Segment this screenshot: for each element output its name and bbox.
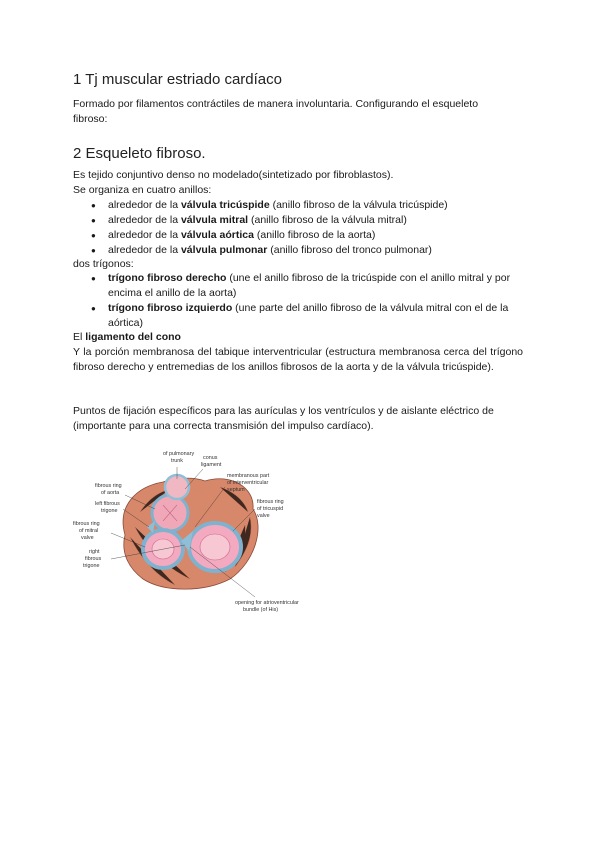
- label-aorta-2: of aorta: [101, 490, 120, 496]
- label-mitral-1: fibrous ring: [73, 521, 100, 527]
- ligament-line: El ligamento del cono: [73, 331, 181, 343]
- label-conus-1: conus: [203, 455, 218, 461]
- section-2-intro: Es tejido conjuntivo denso no modelado(sintetizado por fibroblastos).: [73, 169, 394, 181]
- label-right-trigone-2: fibrous: [85, 556, 102, 562]
- label-pulmonary-1: of pulmonary: [163, 451, 195, 457]
- list-item-ring-mitral: ● alrededor de la válvula mitral (anillo fibroso de la válvula mitral): [73, 213, 523, 228]
- fibrous-skeleton-figure: [55, 447, 355, 617]
- label-pulmonary-2: trunk: [171, 458, 183, 464]
- label-tricuspid-1: fibrous ring: [257, 499, 284, 505]
- list-item-ring-aortic: ● alrededor de la válvula aórtica (anillo fibroso de la aorta): [73, 228, 523, 243]
- trigones-list: [73, 271, 523, 331]
- label-mitral-2: of mitral: [79, 528, 99, 534]
- label-right-trigone-1: right: [89, 549, 100, 555]
- list-item-trigone-left: ● trígono fibroso izquierdo (une parte del anillo fibroso de la válvula mitral con el de la aórtica): [73, 301, 523, 331]
- label-conus-2: ligament: [201, 462, 222, 468]
- label-membranous-3: septum: [227, 487, 245, 493]
- section-1-body-line-1: Formado por filamentos contráctiles de manera involuntaria. Configurando el esqueleto: [73, 98, 479, 110]
- label-mitral-3: valve: [81, 535, 94, 541]
- rings-intro: Se organiza en cuatro anillos:: [73, 184, 212, 196]
- fibrous-skeleton-illustration: [55, 447, 355, 617]
- list-item-trigone-right: ● trígono fibroso derecho (une el anillo fibroso de la tricúspide con el anillo mitral y por encima el anillo de la aorta): [73, 271, 523, 301]
- section-1-body-line-2: fibroso:: [73, 113, 108, 125]
- label-right-trigone-3: trigone: [83, 563, 100, 569]
- label-aorta-1: fibrous ring: [95, 483, 122, 489]
- list-item-ring-pulmonary: ● alrededor de la válvula pulmonar (anillo fibroso del tronco pulmonar): [73, 243, 523, 258]
- label-membranous-2: of interventricular: [227, 480, 269, 486]
- tricuspid-leaflets: [200, 534, 230, 560]
- label-tricuspid-2: of tricuspid: [257, 506, 284, 512]
- rings-list: [73, 198, 523, 258]
- list-item-ring-tricuspid: ● alrededor de la válvula tricúspide (anillo fibroso de la válvula tricúspide): [73, 198, 523, 213]
- section-2-heading: 2 Esqueleto fibroso.: [73, 145, 206, 162]
- fixation-paragraph: Puntos de fijación específicos para las aurículas y los ventrículos y de aislante eléctrico de (importante para una correcta transmisión del impulso cardíaco).: [73, 405, 494, 432]
- membranous-paragraph: Y la porción membranosa del tabique interventricular (estructura membranosa cerca del trígono fibroso derecho y entremedias de los anillos fibrosos de la aorta y de la válvula tricúspide).: [73, 346, 523, 373]
- label-left-trigone-1: left fibrous: [95, 501, 120, 507]
- label-membranous-1: membranous part: [227, 473, 270, 479]
- trigones-intro: dos trígonos:: [73, 258, 134, 270]
- label-opening-1: opening for atrioventricular: [235, 600, 299, 606]
- section-1-heading: 1 Tj muscular estriado cardíaco: [73, 71, 282, 88]
- label-opening-2: bundle (of His): [243, 607, 279, 613]
- label-tricuspid-3: valve: [257, 513, 270, 519]
- label-left-trigone-2: trigone: [101, 508, 118, 514]
